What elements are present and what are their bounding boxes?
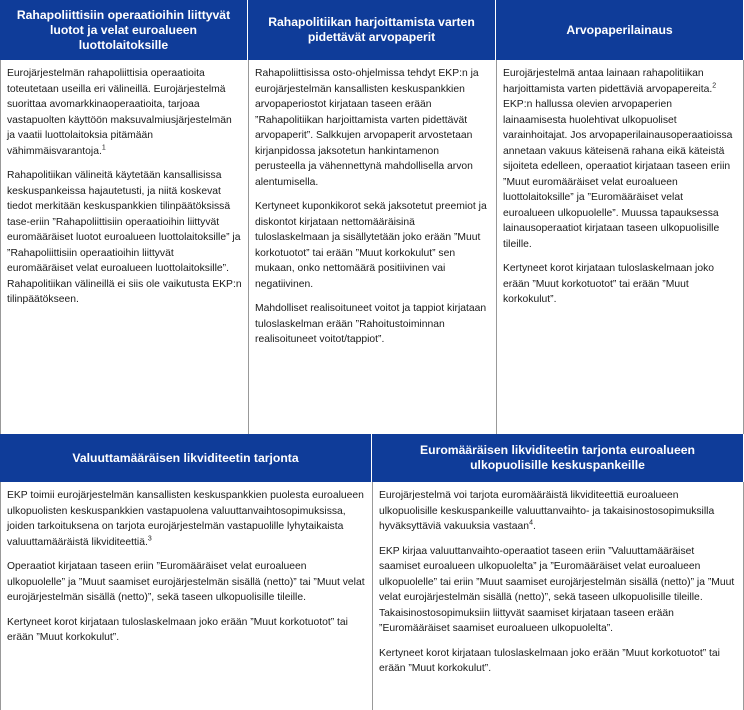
header-monetary-policy-securities: Rahapolitiikan harjoittamista varten pidettävät arvopaperit (248, 0, 496, 60)
footnote-ref[interactable]: 2 (712, 82, 717, 90)
paragraph: Kertyneet korot kirjataan tuloslaskelmaan joko erään ”Muut korkotuotot” tai erään ”Muut korkokulut”. (503, 263, 715, 305)
paragraph: Eurojärjestelmä voi tarjota euromääräistä likviditeettiä euroalueen ulkopuolisille keskuspankeille valuuttanvaihto- ja takaisinostosopimuksilla hyväksyttäviä vakuuksia vastaan$^4$. (379, 490, 715, 532)
paragraph: EKP kirjaa valuuttanvaihto-operaatiot taseen eriin ”Valuuttamääräiset saamiset euroalueen ulkopuolelta” ja ”Euromääräiset velat euroalueen ulkopuolelle” tai eriin ”Muut saamiset eurojärjestelmän sisällä (netto)” ja ”Muut velat eurojärjestelmän sisällä (netto)”, sekä taseen ulkopuolisille tileille. Takaisinostosopimuksiin liittyvät saamiset kirjataan taseen erään ”Euromääräiset saamiset euroalueen ulkopuolelta”. (379, 545, 735, 634)
paragraph: Kertyneet korot kirjataan tuloslaskelmaan joko erään ”Muut korkotuotot” tai erään ”Muut korkokulut”. (379, 647, 720, 674)
header-euro-liquidity: Euromääräisen likviditeetin tarjonta euroalueen ulkopuolisille keskuspankeille (372, 434, 744, 482)
footnote-ref[interactable]: 4 (529, 519, 533, 527)
cell-euro-liquidity (372, 482, 744, 710)
paragraph: Kertyneet kuponkikorot sekä jaksotetut preemiot ja diskontot kirjataan nettomääräisinä tuloslaskelmaan ja sisällytetään joko erään ”Muut korkotuotot” tai erään ”Muut korkokulut” sen mukaan, onko nettomäärä positiivinen vai negatiivinen. (255, 201, 487, 290)
cell-securities-lending (496, 60, 744, 434)
paragraph: Mahdolliset realisoituneet voitot ja tappiot kirjataan tuloslaskelman erään ”Rahoitustoiminnan realisoituneet voitot/tappiot”. (255, 303, 487, 345)
footnote-ref[interactable]: 1 (101, 144, 106, 152)
paragraph: Rahapoliittisissa osto-ohjelmissa tehdyt EKP:n ja eurojärjestelmän kansallisten keskuspankkien arvopaperiostot kirjataan taseen erään ”Rahapolitiikan harjoittamista varten pidettävät arvopaperit”. Salkkujen arvopaperit arvostetaan kirjanpidossa jaksotetun hankintamenon perusteella ja vähennettynä mahdollisella arvon alentumisella. (255, 68, 479, 188)
paragraph: Rahapolitiikan välineitä käytetään kansallisissa keskuspankeissa hajautetusti, ja niitä koskevat tiedot merkitään keskuspankkien tilinpäätöksissä tase-eriin ”Rahapoliittisiin operaatioihin liittyvät euromääräiset luotot euroalueen luottolaitoksille” ja ”Rahapoliittisiin operaatioihin liittyvät euromääräiset velat euroalueen luottolaitoksille”. Rahapolitiikan välineillä ei siis ole vaikutusta EKP:n tilinpäätökseen. (7, 170, 242, 305)
cell-fx-liquidity (0, 482, 372, 710)
header-fx-liquidity: Valuuttamääräisen likviditeetin tarjonta (0, 434, 372, 482)
cell-monetary-policy-credits (0, 60, 248, 434)
cell-monetary-policy-securities (248, 60, 496, 434)
paragraph: Operaatiot kirjataan taseen eriin ”Euromääräiset velat euroalueen ulkopuolelle” ja ”Muut saamiset eurojärjestelmän sisällä (netto)” tai ”Muut velat eurojärjestelmän sisällä (netto)”, sekä taseen ulkopuolisille tileille. (7, 561, 365, 603)
paragraph: Eurojärjestelmä antaa lainaan rahapolitiikan harjoittamista varten pidettäviä arvopapereita.$^2$ EKP:n hallussa olevien arvopaperien lainaamisesta huolehtivat ulkopuoliset varainhoitajat. Jos arvopaperilainausoperaatioissa annetaan vakuus käteisenä rahana eikä käteistä sijoiteta edelleen, operaatiot kirjataan taseen eriin ”Muut euromääräiset velat euroalueen luottolaitoksille” ja ”Euromääräiset velat euroalueen ulkopuolelle”. Muussa tapauksessa lainausoperaatiot kirjataan taseen ulkopuolisille tileille. (503, 68, 733, 250)
paragraph: Kertyneet korot kirjataan tuloslaskelmaan joko erään ”Muut korkotuotot” tai erään ”Muut korkokulut”. (7, 616, 348, 643)
paragraph: Eurojärjestelmän rahapoliittisia operaatioita toteutetaan useilla eri välineillä. Eurojärjestelmä suorittaa avomarkkinaoperaatioita, tarjoaa vastapuolten käyttöön maksuvalmiusjärjestelmän ja vaatii luottolaitoksia pitämään vähimmäisvarantoja.$^1$ (7, 68, 232, 157)
header-securities-lending: Arvopaperilainaus (496, 0, 744, 60)
bottom-table (0, 434, 744, 710)
header-monetary-policy-credits: Rahapoliittisiin operaatioihin liittyvät luotot ja velat euroalueen luottolaitoksille (0, 0, 248, 60)
footnote-ref[interactable]: 3 (147, 535, 152, 543)
paragraph: EKP toimii eurojärjestelmän kansallisten keskuspankkien puolesta euroalueen ulkopuolisten keskuspankkien vastapuolena valuuttanvaihtosopimuksissa, joiden tarkoituksena on tarjota eurojärjestelmän vastapuolille lyhytaikaista valuuttamääräistä likviditeettiä.$^3$ (7, 490, 364, 548)
